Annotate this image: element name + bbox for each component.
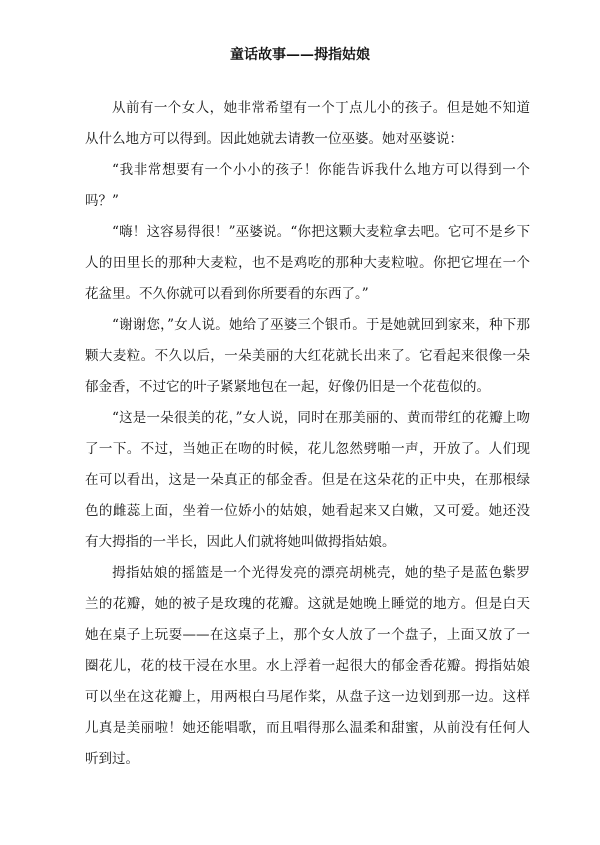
paragraph: “我非常想要有一个小小的孩子！你能告诉我什么地方可以得到一个吗？” xyxy=(85,162,530,209)
paragraph: 从前有一个女人，她非常希望有一个丁点儿小的孩子。但是她不知道从什么地方可以得到。因此她就去请教一位巫婆。她对巫婆说： xyxy=(85,100,530,147)
paragraph: “谢谢您，”女人说。她给了巫婆三个银币。于是她就回到家来，种下那颗大麦粒。不久以后，一朵美丽的大红花就长出来了。它看起来很像一朵郁金香，不过它的叶子紧紧地包在一起，好像仍旧是一个花苞似的。 xyxy=(85,317,530,395)
paragraph: “嗨！这容易得很！”巫婆说。“你把这颗大麦粒拿去吧。它可不是乡下人的田里长的那种大麦粒，也不是鸡吃的那种大麦粒啦。你把它埋在一个花盆里。不久你就可以看到你所要看的东西了。” xyxy=(85,224,530,302)
document-title: 童话故事——拇指姑娘 xyxy=(230,47,370,63)
paragraph: “这是一朵很美的花，”女人说，同时在那美丽的、黄而带红的花瓣上吻了一下。不过，当她正在吻的时候，花儿忽然劈啪一声，开放了。人们现在可以看出，这是一朵真正的郁金香。但是在这朵花的正中央，在那根绿色的雌蕊上面，坐着一位娇小的姑娘，她看起来又白嫩，又可爱。她还没有大拇指的一半长，因此人们就将她叫做拇指姑娘。 xyxy=(85,410,530,550)
story-body xyxy=(85,93,530,775)
paragraph: 拇指姑娘的摇篮是一个光得发亮的漂亮胡桃壳，她的垫子是蓝色紫罗兰的花瓣，她的被子是玫瑰的花瓣。这就是她晚上睡觉的地方。但是白天她在桌子上玩耍——在这桌子上，那个女人放了一个盘子，上面又放了一圈花儿，花的枝干浸在水里。水上浮着一起很大的郁金香花瓣。拇指姑娘可以坐在这花瓣上，用两根白马尾作桨，从盘子这一边划到那一边。这样儿真是美丽啦！她还能唱歌，而且唱得那么温柔和甜蜜，从前没有任何人听到过。 xyxy=(85,565,530,767)
